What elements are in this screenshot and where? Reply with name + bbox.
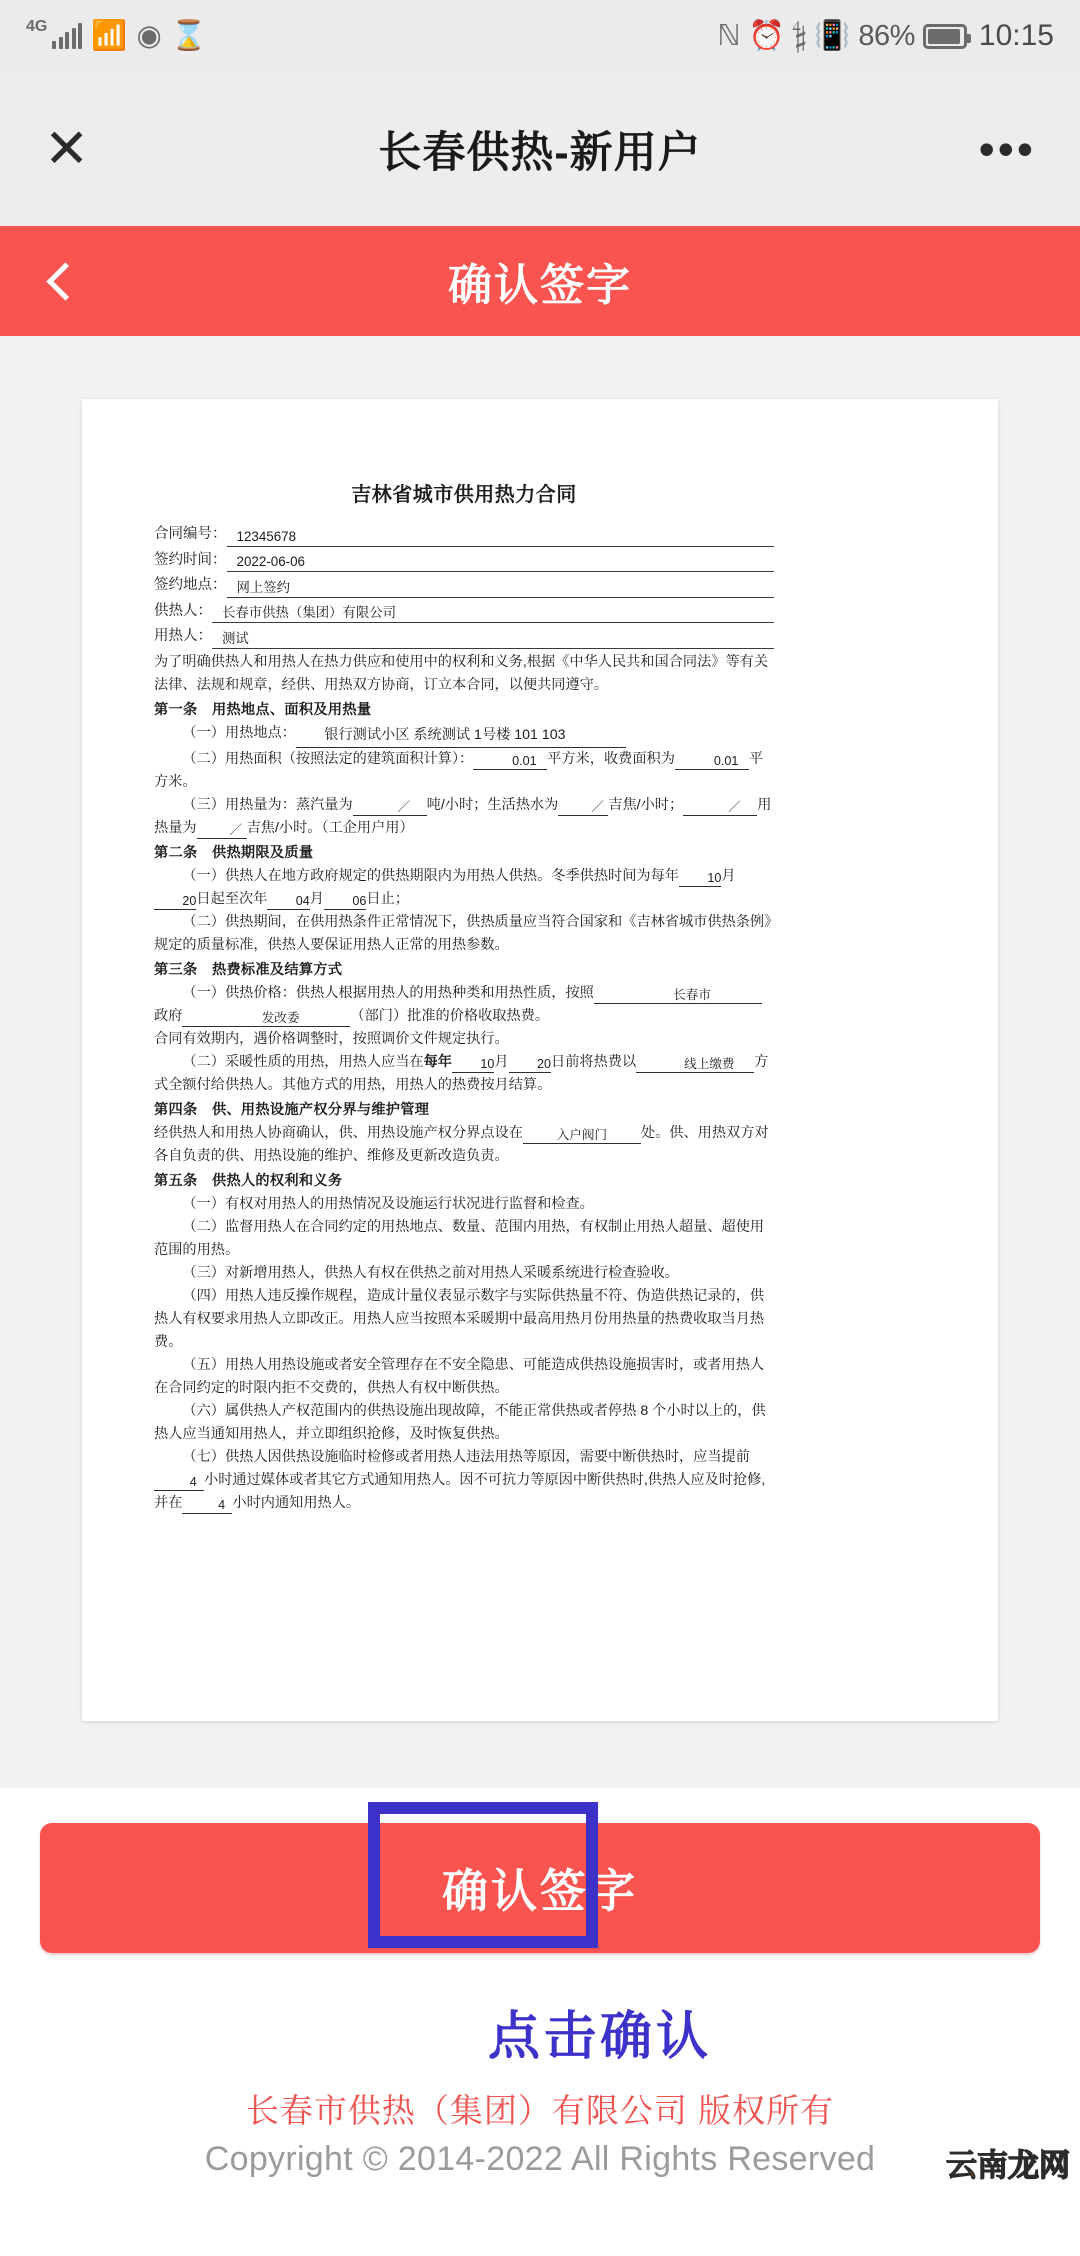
item-label: （一）用热地点： [182, 724, 296, 741]
signal-bars-icon [52, 23, 82, 49]
department-blank: 发改委 [182, 1012, 350, 1027]
item-text: 吉焦/小时。（工企用户用） [246, 819, 414, 836]
article-2-heading: 第二条 供热期限及质量 [154, 844, 314, 861]
bluetooth-icon: 𝄲 [792, 19, 807, 52]
notice-hours-blank-2: 4 [182, 1499, 232, 1514]
field-label: 签约时间： [154, 551, 227, 568]
article-5-item-7 [154, 1446, 774, 1515]
status-bar-clock: 10:15 [978, 19, 1054, 52]
article-3-item-1 [154, 982, 774, 1028]
item-text: （二）采暖性质的用热，用热人应当在 [182, 1053, 424, 1070]
item-value: 银行测试小区 系统测试 1号楼 101 103 [296, 724, 626, 748]
field-value: 长春市供热（集团）有限公司 [212, 604, 774, 623]
item-text: 经供热人和用热人协商确认，供、用热设施产权分界点设在 [154, 1124, 523, 1141]
steam-blank: ／ [353, 801, 427, 816]
footer-copyright: Copyright © 2014-2022 All Rights Reserved [204, 2140, 876, 2178]
contract-title: 吉林省城市供用热力合同 [351, 484, 577, 506]
item-text: 日前将热费以 [551, 1053, 637, 1070]
article-1-item-3 [154, 794, 774, 840]
article-5-item-4: （四）用热人违反操作规程，造成计量仪表显示数字与实际供热量不符、伪造供热记录的，供热人有权要求用热人立即改正。用热人应当按照本采暖期中最高用热月份用热量的热费收取当月热费。 [154, 1287, 765, 1350]
item-text: 政府 [154, 1007, 183, 1024]
site-watermark [946, 2140, 1070, 2185]
item-text: 日止； [366, 890, 409, 907]
article-4-body [154, 1122, 774, 1168]
start-day-blank: 20 [154, 895, 196, 910]
item-text: 方式全额付给供热人。其他方式的用热，用热人的热费按月结算。 [154, 1053, 769, 1093]
more-options-icon[interactable]: ••• [978, 122, 1036, 175]
chevron-left-icon[interactable] [46, 262, 84, 300]
boundary-point-blank: 入户阀门 [523, 1129, 641, 1144]
article-5-item-2: （二）监督用热人在合同约定的用热地点、数量、范围内用热，有权制止用热人超量、超使用范围的用热。 [154, 1218, 765, 1258]
field-row [154, 600, 774, 623]
billing-area-blank: 0.01 [675, 755, 749, 770]
hotwater-blank: ／ [558, 801, 608, 816]
contract-preamble: 为了明确供热人和用热人在热力供应和使用中的权利和义务,根据《中华人民共和国合同法》等有关法律、法规和规章，经供、用热双方协商，订立本合同，以便共同遵守。 [154, 653, 769, 693]
end-month-blank: 04 [267, 895, 309, 910]
each-year-label: 每年 [423, 1053, 452, 1070]
field-value: 网上签约 [227, 579, 775, 598]
item-text: 处。供、用热双方对各自负责的供、用热设施的维护、维修及更新改造负责。 [154, 1124, 769, 1164]
start-month-blank: 10 [679, 872, 721, 887]
field-row [154, 625, 774, 648]
watermark-part-b: 龙网 [1008, 2148, 1070, 2183]
field-label: 供热人： [154, 602, 212, 619]
city-blank: 长春市 [594, 989, 762, 1004]
tap-confirm-annotation: 点击确认 [487, 2007, 712, 2067]
item-text: （三）用热量为：蒸汽量为 [182, 796, 353, 813]
contract-paper [82, 399, 998, 1721]
article-2-item-1 [154, 865, 774, 911]
network-type-label: 4G [26, 18, 48, 35]
battery-percent-label: 86% [858, 19, 915, 52]
item-text: （一）供热价格：供热人根据用热人的用热种类和用热性质，按照 [182, 984, 594, 1001]
page-footer [0, 2085, 1080, 2183]
field-value: 2022-06-06 [227, 553, 775, 572]
article-5-item-1: （一）有权对用热人的用热情况及设施运行状况进行监督和检查。 [182, 1195, 594, 1212]
item-text: 月 [721, 867, 736, 884]
end-day-blank: 06 [324, 895, 366, 910]
pay-month-blank: 10 [452, 1058, 494, 1073]
battery-icon [923, 24, 967, 49]
wifi-icon: 📶 [91, 19, 128, 52]
status-bar [0, 0, 1080, 72]
payment-method-blank: 线上缴费 [636, 1058, 754, 1073]
nav-title: 确认签字 [448, 261, 632, 310]
field-row [154, 549, 774, 572]
area-blank: 0.01 [473, 755, 547, 770]
alarm-off-icon: ⏰ [748, 19, 785, 52]
article-3-heading: 第三条 热费标准及结算方式 [154, 961, 343, 978]
article-2-item-2: （二）供热期间，在供用热条件正常情况下，供热质量应当符合国家和《吉林省城市供热条例》规定的质量标准，供热人要保证用热人正常的用热参数。 [154, 913, 772, 953]
field-label: 签约地点： [154, 577, 227, 594]
article-1-item-2 [154, 748, 774, 794]
pay-day-blank: 20 [509, 1058, 551, 1073]
article-1-item-1 [154, 722, 774, 748]
article-5-item-6: （六）属供热人产权范围内的供热设施出现故障，不能正常供热或者停热 8 个小时以上的，供热人应当通知用热人，并立即组织抢修，及时恢复供热。 [154, 1402, 766, 1442]
item-text: （二）用热面积（按照法定的建筑面积计算）： [182, 750, 474, 767]
article-3-line-2: 合同有效期内，遇价格调整时，按照调价文件规定执行。 [154, 1030, 509, 1047]
item-text: 平方米。 [154, 750, 764, 790]
item-text: （部门）批准的价格收取热费。 [350, 1007, 550, 1024]
wechat-header [0, 72, 1080, 226]
page-title: 长春供热-新用户 [378, 128, 702, 177]
field-label: 用热人： [154, 628, 212, 645]
item-text: （七）供热人因供热设施临时检修或者用热人违法用热等原因，需要中断供热时，应当提前 [182, 1448, 750, 1465]
item-text: 日起至次年 [196, 890, 268, 907]
heat-blank-a: ／ [683, 801, 757, 816]
article-1-heading: 第一条 用热地点、面积及用热量 [154, 701, 372, 718]
eye-care-icon: ◉ [136, 19, 162, 52]
field-row [154, 574, 774, 597]
status-bar-right [717, 19, 1054, 53]
notice-hours-blank-1: 4 [154, 1476, 204, 1491]
vibrate-icon: 📳 [814, 19, 851, 52]
item-text: 小时内通知用热人。 [232, 1494, 361, 1511]
app-nav-bar [0, 226, 1080, 336]
item-text: 月 [309, 890, 324, 907]
nfc-icon: ℕ [717, 19, 741, 52]
confirm-signature-label: 确认签字 [442, 1865, 638, 1917]
watermark-part-a: 云南 [946, 2148, 1008, 2183]
field-value: 12345678 [227, 528, 775, 547]
article-4-heading: 第四条 供、用热设施产权分界与维护管理 [154, 1101, 430, 1118]
footer-company: 长春市供热（集团）有限公司 版权所有 [245, 2092, 835, 2129]
confirm-signature-button[interactable] [40, 1823, 1040, 1953]
item-text: 小时通过媒体或者其它方式通知用热人。因不可抗力等原因中断供热时,供热人应及时抢修,并在 [154, 1471, 766, 1511]
item-text: 用热量为 [154, 796, 772, 836]
close-icon[interactable]: ✕ [44, 119, 90, 179]
item-text: （一）供热人在地方政府规定的供热期限内为用热人供热。冬季供热时间为每年 [182, 867, 679, 884]
item-text: 月 [494, 1053, 509, 1070]
contract-body [154, 479, 774, 1515]
item-text: 吨/小时；生活热水为 [426, 796, 559, 813]
field-value: 测试 [212, 630, 774, 649]
confirm-button-area [0, 1788, 1080, 1988]
heat-blank-b: ／ [197, 824, 247, 839]
status-bar-left [26, 18, 207, 52]
document-scroll-area[interactable] [0, 336, 1080, 1788]
field-label: 合同编号： [154, 526, 227, 543]
article-5-item-5: （五）用热人用热设施或者安全管理存在不安全隐患、可能造成供热设施损害时，或者用热人在合同约定的时限内拒不交费的，供热人有权中断供热。 [154, 1356, 765, 1396]
article-5-heading: 第五条 供热人的权利和义务 [154, 1172, 343, 1189]
item-text: 吉焦/小时； [608, 796, 684, 813]
article-3-item-2 [154, 1051, 774, 1097]
article-5-item-3: （三）对新增用热人，供热人有权在供热之前对用热人采暖系统进行检查验收。 [182, 1264, 679, 1281]
field-row [154, 523, 774, 546]
hourglass-icon: ⌛ [170, 19, 207, 52]
item-text: 平方米，收费面积为 [547, 750, 675, 767]
